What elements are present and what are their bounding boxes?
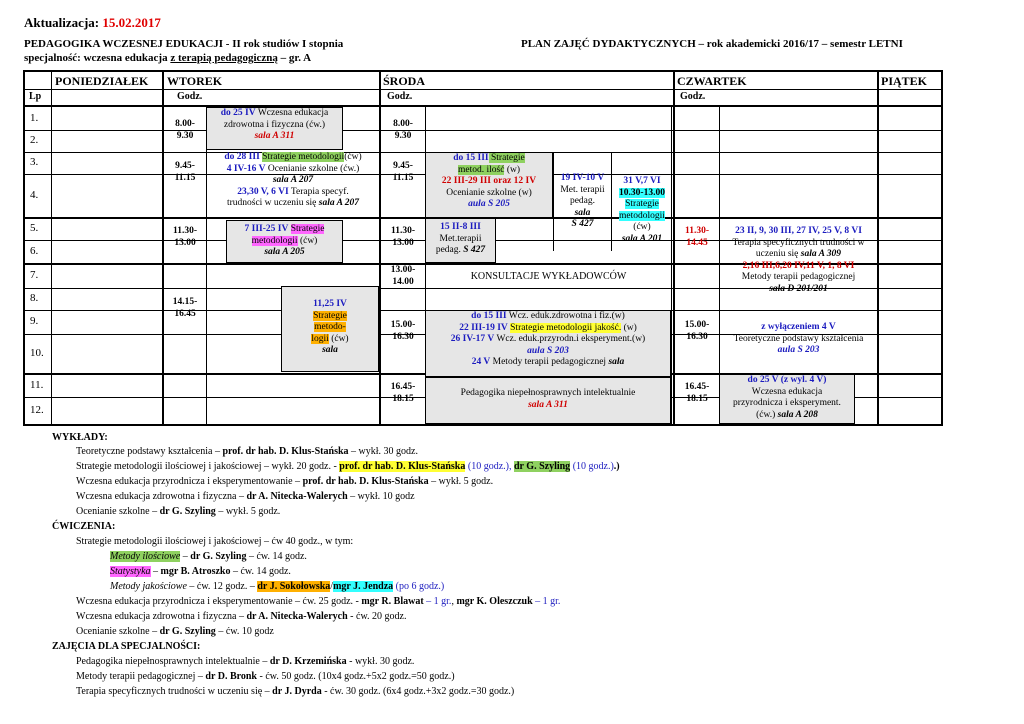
- thu-time-1: 11.30- 14.45: [684, 226, 709, 248]
- row-number: 6.: [30, 245, 39, 257]
- row-number: 1.: [30, 111, 39, 124]
- specialty-2: Metody terapii pedagogicznej – dr D. Bronk - ćw. 50 godz. (10x4 godz.+5x2 godz.=50 godz.): [76, 671, 455, 682]
- row-number: 12.: [30, 403, 44, 416]
- exercise-4: Metody jakościowe – ćw. 12 godz. – dr J. Sokołowska/mgr J. Jendza (po 6 godz.): [110, 581, 445, 592]
- specialty-line: specjalność: wczesna edukacja z terapią pedagogiczną – gr. A: [24, 52, 312, 64]
- wed-time-4: 13.00- 14.00: [390, 265, 416, 287]
- exercise-7: Ocenianie szkolne – dr G. Szyling – ćw. 10 godz: [76, 626, 274, 637]
- day-thursday: CZWARTEK: [677, 74, 747, 88]
- row-number: 4.: [30, 189, 39, 201]
- thu-block-1[interactable]: 23 II, 9, 30 III, 27 IV, 25 V, 8 VI Terapia specyficznych trudności w uczeniu się sala A 309 2,16 III,6,20 IV,11 V, 1, 8 VI Metody terapii pedagogicznej sala D 201/201: [732, 226, 865, 294]
- day-wednesday: ŚRODA: [383, 74, 426, 88]
- wed-time-2: 9.45- 11.15: [392, 161, 414, 183]
- thu-time-3: 16.45- 18.15: [684, 382, 710, 404]
- tue-time-3: 11.30- 13.00: [172, 226, 197, 248]
- specialty-1: Pedagogika niepełnosprawnych intelektualnie – dr D. Krzemińska - wykł. 30 godz.: [76, 656, 415, 667]
- specialty-name: z terapią pedagogiczną: [170, 52, 278, 64]
- wed-time-1: 8.00- 9.30: [393, 119, 413, 141]
- row-number: 7.: [30, 269, 39, 281]
- exercise-3: Statystyka – mgr B. Atroszko – ćw. 14 godz.: [110, 566, 291, 577]
- row-number: 9.: [30, 315, 39, 327]
- day-friday: PIĄTEK: [881, 74, 928, 88]
- grid-line: [877, 72, 879, 424]
- lecture-1: Teoretyczne podstawy kształcenia – prof. dr hab. D. Klus-Stańska – wykł. 30 godz.: [76, 446, 418, 457]
- row-number: 8.: [30, 292, 39, 304]
- tue-block-2[interactable]: do 28 III Strategie metodologii(ćw) 4 IV-16 V Ocenianie szkolne (ćw.) sala A 207 23,30 V, 6 VI Terapia specyf. trudności w uczeniu się sala A 207: [224, 152, 362, 208]
- row-number: 5.: [30, 222, 39, 234]
- wed-consultations: KONSULTACJE WYKŁADOWCÓW: [470, 271, 627, 282]
- tue-block-3[interactable]: 7 III-25 IV Strategie metodologii (ćw) sala A 205: [226, 220, 343, 263]
- row-number: 10.: [30, 347, 44, 359]
- tue-godz-label: Godz.: [177, 91, 203, 102]
- grid-line: [25, 89, 941, 90]
- grid-line: [379, 72, 381, 424]
- exercises-heading: ĆWICZENIA:: [52, 521, 116, 532]
- update-label: Aktualizacja:: [24, 15, 100, 30]
- lecture-5: Ocenianie szkolne – dr G. Szyling – wykł. 5 godz.: [76, 506, 281, 517]
- schedule-table: [23, 70, 943, 426]
- exercise-1: Strategie metodologii ilościowej i jakościowej – ćw 40 godz., w tym:: [76, 536, 354, 547]
- day-tuesday: WTOREK: [167, 74, 223, 88]
- plan-title: PLAN ZAJĘĆ DYDAKTYCZNYCH – rok akademicki 2016/17 – semestr LETNI: [521, 38, 903, 50]
- lecture-4: Wczesna edukacja zdrowotna i fizyczna – dr A. Nitecka-Walerych – wykł. 10 godz: [76, 491, 415, 502]
- update-date: 15.02.2017: [102, 15, 161, 30]
- wed-block-3[interactable]: 31 V,7 VI 10.30-13.00 Strategie metodologii (ćw) sala A 201: [619, 176, 665, 244]
- thu-time-2: 15.00- 16.30: [684, 320, 710, 342]
- tue-block-1[interactable]: do 25 IV Wczesna edukacja zdrowotna i fizyczna (ćw.) sala A 311: [206, 107, 343, 150]
- lecture-3: Wczesna edukacja przyrodnicza i eksperymentowanie – prof. dr hab. D. Klus-Stańska – wykł. 5 godz.: [76, 476, 494, 487]
- thu-godz-label: Godz.: [680, 91, 706, 102]
- row-line: [25, 130, 941, 131]
- program-title: PEDAGOGIKA WCZESNEJ EDUKACJI - II rok studiów I stopnia: [24, 38, 344, 50]
- wed-time-6: 16.45- 18.15: [390, 382, 416, 404]
- wed-block-5[interactable]: do 15 III Wcz. eduk.zdrowotna i fiz.(w) 22 III-19 IV Strategie metodologii jakość. (w) 26 IV-17 V Wcz. eduk.przyrodn.i eksperyment.(w) aula S 203 24 V Metody terapii pedagogicznej sala: [425, 310, 671, 377]
- tue-time-4: 14.15- 16.45: [172, 297, 198, 319]
- thu-block-3[interactable]: do 25 V (z wyl. 4 V) Wczesna edukacja przyrodnicza i eksperyment. (ćw.) sala A 208: [719, 374, 855, 424]
- thu-block-2[interactable]: z wyłączeniem 4 V Teoretyczne podstawy kształcenia aula S 203: [733, 322, 864, 355]
- row-number: 2.: [30, 134, 39, 146]
- lp-label: Lp: [29, 91, 42, 102]
- exercise-6: Wczesna edukacja zdrowotna i fizyczna – dr A. Nitecka-Walerych - ćw. 20 godz.: [76, 611, 407, 622]
- row-number: 3.: [30, 156, 39, 168]
- wed-time-5: 15.00- 16.30: [390, 320, 416, 342]
- wed-block-2[interactable]: 19 IV-10 V Met. terapii pedag. sala S 427: [553, 152, 612, 251]
- row-number: 11.: [30, 378, 44, 391]
- grid-line: [25, 105, 941, 107]
- grid-line: [51, 72, 52, 424]
- grid-line: [162, 72, 164, 424]
- tue-block-4[interactable]: 11,25 IV Strategie metodo- logii (ćw) sala: [281, 286, 379, 372]
- tue-time-2: 9.45- 11.15: [174, 161, 196, 183]
- wed-block-1[interactable]: do 15 III Strategie metod. ilość (w) 22 III-29 III oraz 12 IV Ocenianie szkolne (w) aula S 205: [425, 152, 553, 218]
- tue-time-1: 8.00- 9.30: [175, 119, 195, 141]
- lecture-2: Strategie metodologii ilościowej i jakościowej – wykł. 20 godz. - prof. dr hab. D. Klus-Stańska (10 godz.), dr G. Szyling (10 godz.).): [76, 461, 620, 472]
- exercise-2: Metody ilościowe – dr G. Szyling – ćw. 14 godz.: [110, 551, 307, 562]
- wed-time-3: 11.30- 13.00: [390, 226, 415, 248]
- specialty-heading: ZAJĘCIA DLA SPECJALNOŚCI:: [52, 641, 201, 652]
- exercise-5: Wczesna edukacja przyrodnicza i eksperymentowanie – ćw. 25 godz. - mgr R. Blawat – 1 gr., mgr K. Oleszczuk – 1 gr.: [76, 596, 561, 607]
- specialty-3: Terapia specyficznych trudności w uczeniu się – dr J. Dyrda - ćw. 30 godz. (6x4 godz.+3x2 godz.=30 godz.): [76, 686, 515, 697]
- wed-block-6[interactable]: Pedagogika niepełnosprawnych intelektualnie sala A 311: [425, 377, 671, 424]
- wed-block-4[interactable]: 15 II-8 III Met.terapii pedag. S 427: [425, 218, 496, 263]
- lectures-heading: WYKŁADY:: [52, 432, 108, 443]
- wed-godz-label: Godz.: [387, 91, 413, 102]
- day-monday: PONIEDZIAŁEK: [55, 74, 149, 88]
- update-line: [24, 15, 161, 31]
